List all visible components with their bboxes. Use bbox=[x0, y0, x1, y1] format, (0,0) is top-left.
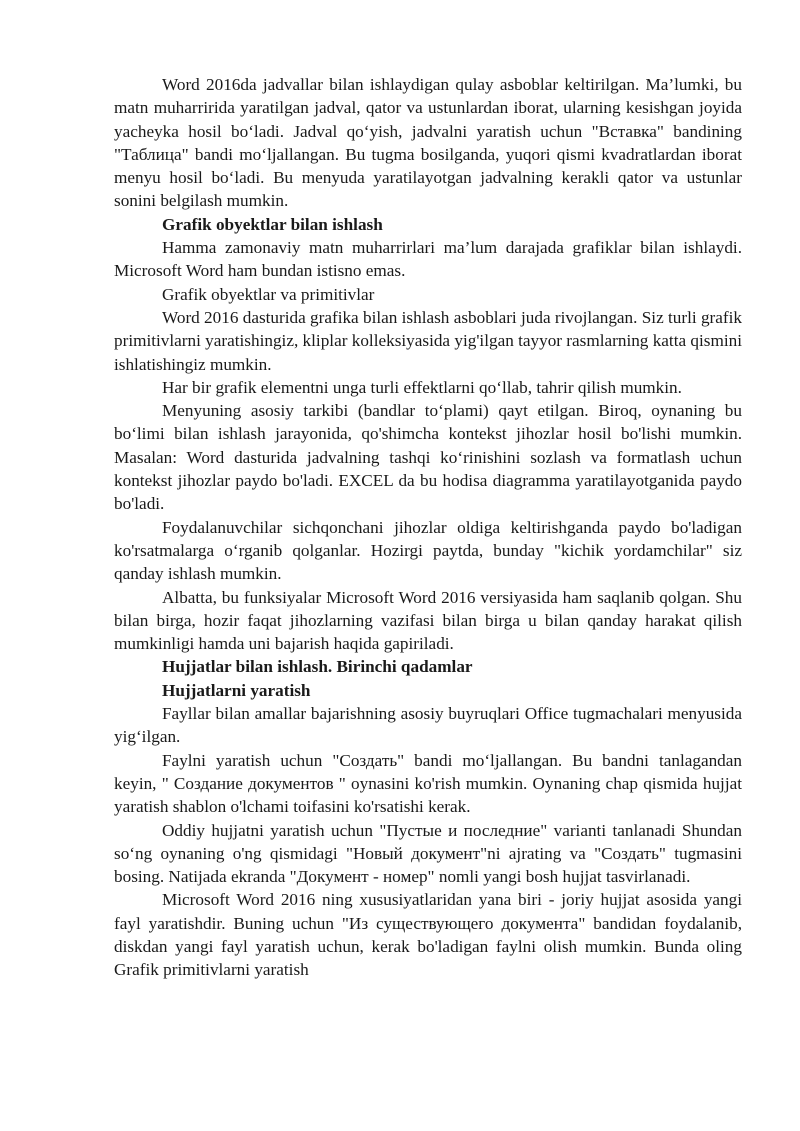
paragraph-create-file: Faylni yaratish uchun "Создать" bandi mo‘ljallangan. Bu bandni tanlagandan keyin, " Создание документов " oynasini ko'rish mumkin. Oynaning chap qismida hujjat yaratish shablon o'lchami toifasini ko'rsatishi kerak. bbox=[114, 750, 742, 817]
heading-documents-first-steps: Hujjatlar bilan ishlash. Birinchi qadamlar bbox=[162, 657, 473, 677]
paragraph-file-commands: Fayllar bilan amallar bajarishning asosiy buyruqlari Office tugmachalari menyusida yig‘ilgan. bbox=[114, 704, 742, 747]
paragraph-menu-structure: Menyuning asosiy tarkibi (bandlar to‘plami) qayt etilgan. Biroq, oynaning bu bo‘limi bilan ishlash jarayonida, qo'shimcha kontekst jihozlar hosil bo'lishi mumkin. Masalan: Word dasturida jadvalning tashqi ko‘rinishini sozlash va formatlash uchun kontekst jihozlar paydo bo'ladi. EXCEL da bu hodisa diagramma yaratilayotganida paydo bo'ladi. bbox=[114, 401, 742, 514]
paragraph-tooltips: Foydalanuvchilar sichqonchani jihozlar oldiga keltirishganda paydo bo'ladigan ko'rsatmalarga o‘rganib qolganlar. Hozirgi paytda, bunday "kichik yordamchilar" siz qanday ishlash mumkin. bbox=[114, 517, 742, 584]
heading-graphic-objects: Grafik obyektlar bilan ishlash bbox=[162, 214, 383, 234]
paragraph-effects: Har bir grafik elementni unga turli effektlarni qo‘llab, tahrir qilish mumkin. bbox=[162, 377, 682, 397]
paragraph-simple-document: Oddiy hujjatni yaratish uchun "Пустые и последние" varianti tanlanadi Shundan so‘ng oynaning o'ng qismidagi "Новый документ"ni ajrating va "Создать" tugmasini bosing. Natijada ekranda "Документ - номер" nomli yangi bosh hujjat tasvirlanadi. bbox=[114, 820, 742, 887]
paragraph-existing-document: Microsoft Word 2016 ning xususiyatlaridan yana biri - joriy hujjat asosida yangi fayl yaratishdir. Buning uchun "Из существующего документа" bandidan foydalanib, diskdan yangi fayl yaratish uchun, kerak bo'ladigan faylni olish mumkin. Bunda oling Grafik primitivlarni yaratish bbox=[114, 890, 742, 980]
document-page bbox=[114, 73, 742, 982]
paragraph-functions: Albatta, bu funksiyalar Microsoft Word 2016 versiyasida ham saqlanib qolgan. Shu bilan birga, hozir faqat jihozlarning vazifasi bilan birga u bilan qanday harakat qilish mumkinligi hamda uni bajarish haqida gapiriladi. bbox=[114, 587, 742, 654]
paragraph-graphics-tools: Word 2016 dasturida grafika bilan ishlash asboblari juda rivojlangan. Siz turli grafik primitivlarni yaratishingiz, kliplar kolleksiyasida yig'ilgan tayyor rasmlarning katta qismini ishlatishingiz mumkin. bbox=[114, 307, 742, 374]
paragraph-modern-editors: Hamma zamonaviy matn muharrirlari ma’lum darajada grafiklar bilan ishlaydi. Microsoft Word ham bundan istisno emas. bbox=[114, 238, 742, 281]
heading-creating-documents: Hujjatlarni yaratish bbox=[162, 680, 311, 700]
subheading-graphic-primitives: Grafik obyektlar va primitivlar bbox=[162, 284, 375, 304]
paragraph-word-tables: Word 2016da jadvallar bilan ishlaydigan qulay asboblar keltirilgan. Ma’lumki, bu matn muharririda yaratilgan jadval, qator va ustunlardan iborat, ularning kesishgan joyida yacheyka hosil bo‘ladi. Jadval qo‘yish, jadvalni yaratish uchun "Вставка" bandining "Таблица" bandi mo‘ljallangan. Bu tugma bosilganda, yuqori qismi kvadratlardan iborat menyu hosil bo‘ladi. Bu menyuda yaratilayotgan jadvalning kerakli qator va ustunlar sonini belgilash mumkin. bbox=[114, 75, 742, 211]
